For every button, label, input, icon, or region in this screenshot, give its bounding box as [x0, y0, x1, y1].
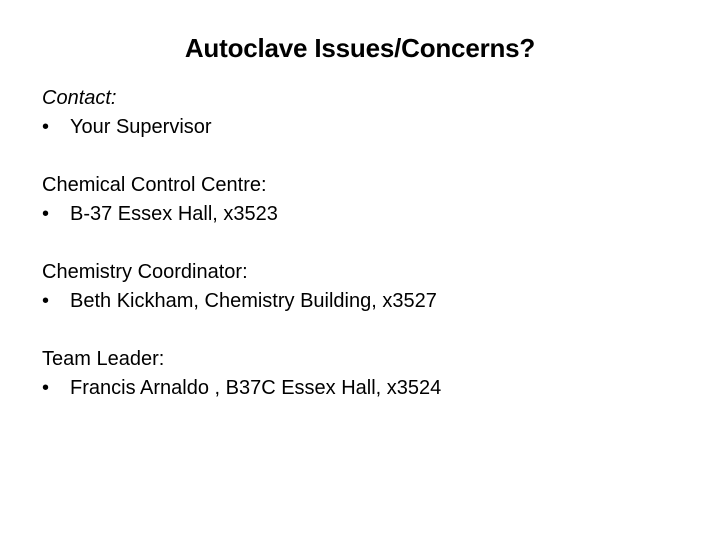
bullet-text: Your Supervisor — [70, 116, 212, 138]
bullet-item — [42, 200, 682, 229]
bullet-icon: • — [42, 377, 50, 399]
bullet-item — [42, 287, 682, 316]
section-chemical-control-centre — [42, 171, 682, 229]
bullet-icon: • — [42, 290, 50, 312]
section-team-leader — [42, 345, 682, 403]
slide-content — [42, 84, 682, 432]
section-heading-chemical-control-centre: Chemical Control Centre: — [42, 174, 267, 196]
section-heading-chemistry-coordinator: Chemistry Coordinator: — [42, 261, 248, 283]
section-heading-contact: Contact: — [42, 87, 117, 109]
section-heading-team-leader: Team Leader: — [42, 348, 165, 370]
bullet-item — [42, 374, 682, 403]
bullet-text: B-37 Essex Hall, x3523 — [70, 203, 278, 225]
bullet-icon: • — [42, 116, 50, 138]
bullet-text: Francis Arnaldo , B37C Essex Hall, x3524 — [70, 377, 442, 399]
slide-title: Autoclave Issues/Concerns? — [184, 33, 536, 63]
section-contact — [42, 84, 682, 142]
bullet-text: Beth Kickham, Chemistry Building, x3527 — [70, 290, 437, 312]
section-chemistry-coordinator — [42, 258, 682, 316]
bullet-icon: • — [42, 203, 50, 225]
bullet-item — [42, 113, 682, 142]
